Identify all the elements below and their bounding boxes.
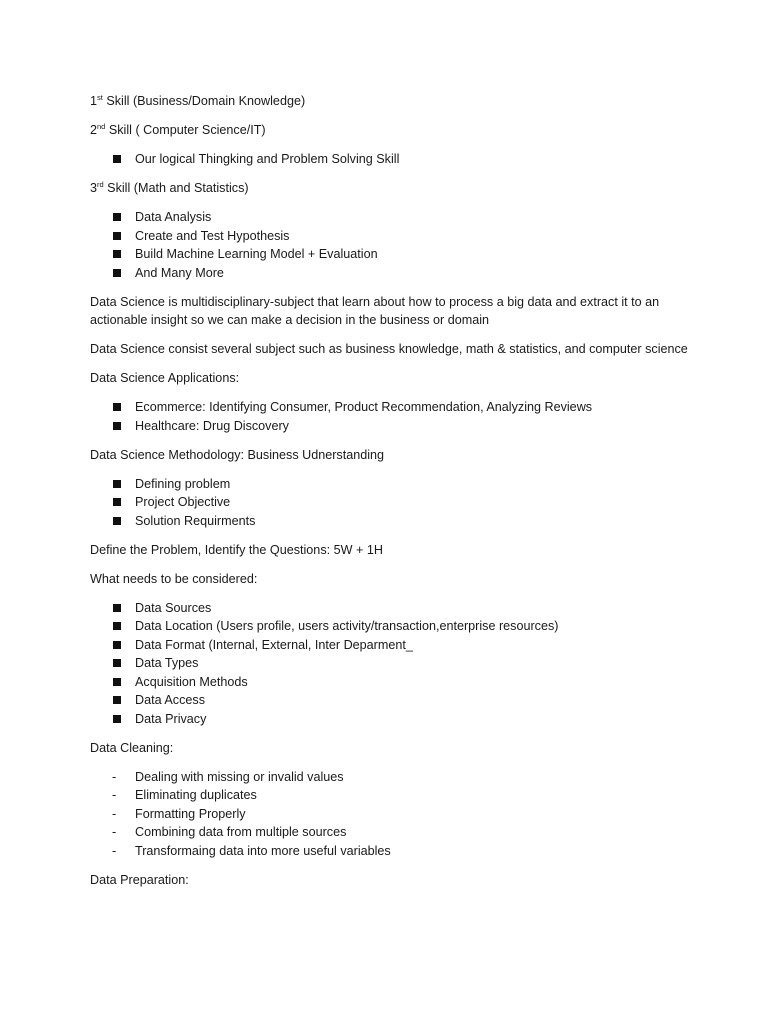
document-page — [90, 92, 690, 900]
list-item: Data Privacy — [90, 710, 690, 729]
cleaning-heading: Data Cleaning: — [90, 740, 174, 755]
square-bullet-icon — [113, 232, 121, 240]
ds-consist-paragraph: Data Science consist several subject such as business knowledge, math & statistics, and computer science — [90, 342, 688, 356]
cleaning-list — [90, 768, 690, 861]
list-item: And Many More — [90, 264, 690, 283]
list-item: Project Objective — [90, 493, 690, 512]
dash-bullet-icon: - — [112, 843, 117, 858]
square-bullet-icon — [113, 659, 121, 667]
list-item: - Transformaing data into more useful variables — [90, 842, 690, 861]
skill-3-heading: 3rd Skill (Math and Statistics) — [90, 180, 249, 195]
list-item: Ecommerce: Identifying Consumer, Product Recommendation, Analyzing Reviews — [90, 398, 690, 417]
skill-3-list — [90, 208, 690, 282]
square-bullet-icon — [113, 715, 121, 723]
applications-list — [90, 398, 690, 435]
skill-1-heading: 1st Skill (Business/Domain Knowledge) — [90, 93, 306, 108]
list-item: Data Format (Internal, External, Inter Deparment_ — [90, 636, 690, 655]
dash-bullet-icon: - — [112, 825, 117, 839]
list-item: Defining problem — [90, 475, 690, 494]
define-problem-paragraph: Define the Problem, Identify the Questions: 5W + 1H — [90, 542, 383, 557]
square-bullet-icon — [113, 422, 121, 430]
list-item: Data Access — [90, 691, 690, 710]
list-item: - Combining data from multiple sources — [90, 823, 690, 842]
skill-2-heading: 2nd Skill ( Computer Science/IT) — [90, 122, 266, 137]
square-bullet-icon — [113, 517, 121, 525]
square-bullet-icon — [113, 269, 121, 277]
list-item: Build Machine Learning Model + Evaluation — [90, 245, 690, 264]
preparation-heading: Data Preparation: — [90, 872, 189, 887]
square-bullet-icon — [113, 498, 121, 506]
square-bullet-icon — [113, 250, 121, 258]
square-bullet-icon — [113, 678, 121, 686]
square-bullet-icon — [113, 480, 121, 488]
list-item: Data Types — [90, 654, 690, 673]
list-item: - Formatting Properly — [90, 805, 690, 824]
dash-bullet-icon: - — [112, 788, 117, 802]
list-item: Our logical Thingking and Problem Solving Skill — [90, 150, 690, 169]
methodology-list — [90, 475, 690, 531]
list-item: Acquisition Methods — [90, 673, 690, 692]
list-item: Solution Requirments — [90, 512, 690, 531]
methodology-heading: Data Science Methodology: Business Udnerstanding — [90, 447, 385, 462]
list-item: Data Location (Users profile, users activity/transaction,enterprise resources) — [90, 617, 690, 636]
square-bullet-icon — [113, 403, 121, 411]
list-item: Healthcare: Drug Discovery — [90, 417, 690, 436]
list-item: - Eliminating duplicates — [90, 786, 690, 805]
applications-heading: Data Science Applications: — [90, 371, 240, 385]
square-bullet-icon — [113, 604, 121, 612]
square-bullet-icon — [113, 622, 121, 630]
list-item: - Dealing with missing or invalid values — [90, 768, 690, 787]
list-item: Data Analysis — [90, 208, 690, 227]
square-bullet-icon — [113, 155, 121, 163]
considered-heading: What needs to be considered: — [90, 571, 258, 586]
ds-definition-paragraph: Data Science is multidisciplinary-subject that learn about how to process a big data and extract it to an actionable insight so we can make a decision in the business or domain — [90, 294, 660, 327]
dash-bullet-icon: - — [112, 769, 117, 784]
considered-list — [90, 599, 690, 729]
square-bullet-icon — [113, 641, 121, 649]
skill-2-list — [90, 150, 690, 169]
square-bullet-icon — [113, 213, 121, 221]
dash-bullet-icon: - — [112, 806, 117, 821]
list-item: Create and Test Hypothesis — [90, 227, 690, 246]
square-bullet-icon — [113, 696, 121, 704]
list-item: Data Sources — [90, 599, 690, 618]
